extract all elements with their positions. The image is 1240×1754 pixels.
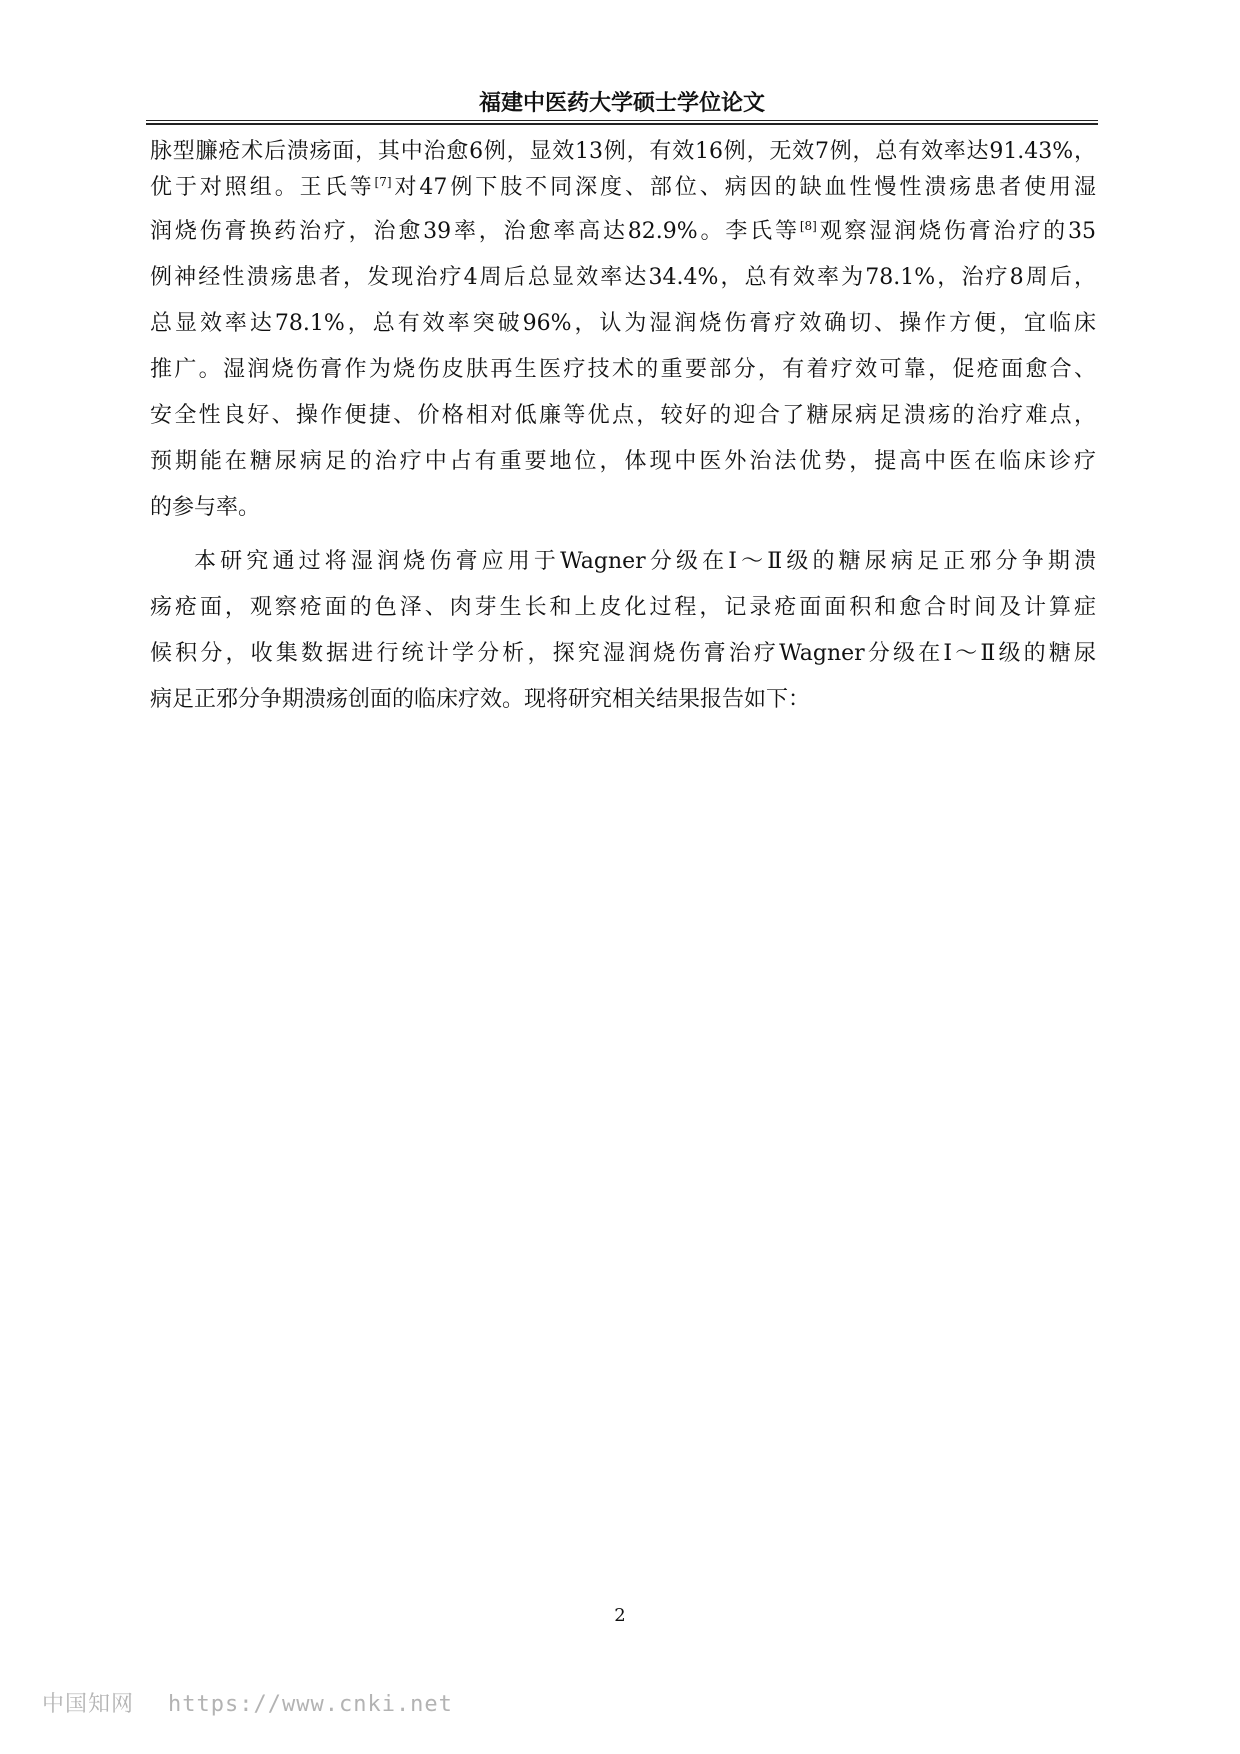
watermark-url[interactable]: https://www.cnki.net	[168, 1692, 453, 1717]
body-line-2	[150, 168, 1096, 208]
body-line-12: 候积分，收集数据进行统计学分析，探究湿润烧伤膏治疗Wagner分级在Ⅰ～Ⅱ级的糖尿	[150, 641, 1096, 666]
body-text: 优于对照组。王氏等	[150, 175, 375, 200]
body-line-13: 病足正邪分争期溃疡创面的临床疗效。现将研究相关结果报告如下：	[150, 687, 811, 712]
body-line-8: 预期能在糖尿病足的治疗中占有重要地位，体现中医外治法优势，提高中医在临床诊疗	[150, 449, 1096, 474]
body-line-6: 推广。湿润烧伤膏作为烧伤皮肤再生医疗技术的重要部分，有着疗效可靠，促疮面愈合、	[150, 357, 1096, 382]
body-line-10: 本研究通过将湿润烧伤膏应用于Wagner分级在Ⅰ～Ⅱ级的糖尿病足正邪分争期溃	[194, 549, 1096, 574]
running-header-title: 福建中医药大学硕士学位论文	[478, 90, 765, 116]
body-text: 润烧伤膏换药治疗，治愈39率，治愈率高达82.9%。李氏等	[150, 219, 800, 244]
watermark	[42, 1690, 453, 1720]
header-rule	[146, 120, 1098, 125]
body-line-5: 总显效率达78.1%，总有效率突破96%，认为湿润烧伤膏疗效确切、操作方便，宜临床	[150, 311, 1096, 336]
watermark-site-name: 中国知网	[42, 1692, 135, 1717]
page-number: 2	[614, 1605, 626, 1626]
body-line-3	[150, 212, 1096, 252]
body-line-7: 安全性良好、操作便捷、价格相对低廉等优点，较好的迎合了糖尿病足溃疡的治疗难点，	[150, 403, 1096, 428]
body-text: 对47例下肢不同深度、部位、病因的缺血性慢性溃疡患者使用湿	[391, 175, 1096, 200]
citation-ref-7[interactable]: [7]	[374, 175, 392, 189]
body-line-4: 例神经性溃疡患者，发现治疗4周后总显效率达34.4%，总有效率为78.1%，治疗8周后，	[150, 265, 1096, 290]
body-line-11: 疡疮面，观察疮面的色泽、肉芽生长和上皮化过程，记录疮面面积和愈合时间及计算症	[150, 595, 1096, 620]
body-text: 观察湿润烧伤膏治疗的35	[816, 219, 1097, 244]
citation-ref-8[interactable]: [8]	[799, 219, 817, 233]
body-line-1: 脉型臁疮术后溃疡面，其中治愈6例，显效13例，有效16例，无效7例，总有效率达91.43%，	[150, 139, 1096, 164]
body-line-9: 的参与率。	[150, 495, 261, 520]
